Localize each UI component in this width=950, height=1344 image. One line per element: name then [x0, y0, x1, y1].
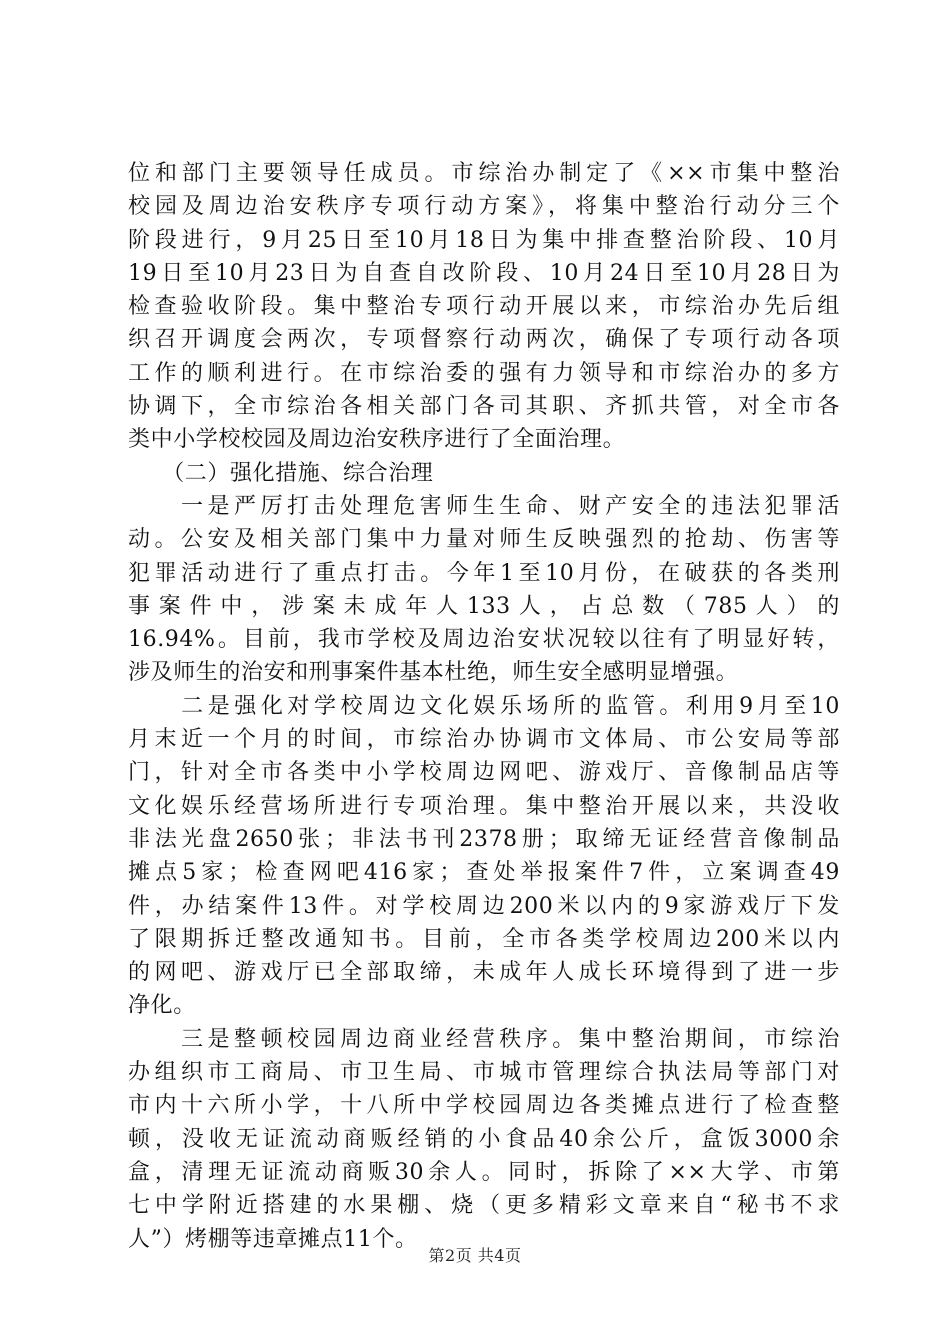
text-line: 协调下，全市综治各相关部门各司其职、齐抓共管，对全市各 — [128, 394, 840, 420]
text-line: 一是严厉打击处理危害师生生命、财产安全的违法犯罪活 — [128, 493, 840, 519]
text-line: 19日至10月23日为自查自改阶段、10月24日至10月28日为 — [128, 260, 840, 286]
text-line: 非法光盘2650张；非法书刊2378册；取缔无证经营音像制品 — [128, 826, 840, 852]
text-line: 犯罪活动进行了重点打击。今年1至10月份，在破获的各类刑 — [128, 560, 840, 586]
paragraph-crackdown — [128, 490, 840, 690]
text-line: 人”）烤棚等违章摊点11个。 — [128, 1226, 418, 1252]
text-line: 了限期拆迁整改通知书。目前，全市各类学校周边200米以内 — [128, 926, 840, 952]
text-line: 工作的顺利进行。在市综治委的强有力领导和市综治办的多方 — [128, 360, 840, 386]
text-line: 七中学附近搭建的水果棚、烧（更多精彩文章来自“秘书不求 — [128, 1193, 840, 1219]
text-line: 三是整顿校园周边商业经营秩序。集中整治期间，市综治 — [128, 1026, 840, 1052]
text-line: 阶段进行，9月25日至10月18日为集中排查整治阶段、10月 — [128, 227, 840, 253]
text-line: 校园及周边治安秩序专项行动方案》，将集中整治行动分三个 — [128, 194, 840, 220]
text-line: 办组织市工商局、市卫生局、市城市管理综合执法局等部门对 — [128, 1060, 840, 1086]
text-line: 文化娱乐经营场所进行专项治理。集中整治开展以来，共没收 — [128, 793, 840, 819]
text-line: 事案件中，涉案未成年人133人，占总数（785人）的 — [128, 593, 840, 619]
text-line: 涉及师生的治安和刑事案件基本杜绝，师生安全感明显增强。 — [128, 660, 739, 686]
text-line: 织召开调度会两次，专项督察行动两次，确保了专项行动各项 — [128, 327, 840, 353]
section-heading — [128, 457, 840, 490]
text-line: 市内十六所小学，十八所中学校园周边各类摊点进行了检查整 — [128, 1093, 840, 1119]
text-line: 门，针对全市各类中小学校周边网吧、游戏厅、音像制品店等 — [128, 760, 840, 786]
heading-text: （二）强化措施、综合治理 — [128, 460, 434, 486]
text-line: 净化。 — [128, 993, 196, 1019]
text-line: 摊点5家；检查网吧416家；查处举报案件7件，立案调查49 — [128, 860, 840, 886]
text-line: 月末近一个月的时间，市综治办协调市文体局、市公安局等部 — [128, 727, 840, 753]
text-line: 16.94%。目前，我市学校及周边治安状况较以往有了明显好转， — [128, 627, 840, 653]
text-line: 动。公安及相关部门集中力量对师生反映强烈的抢劫、伤害等 — [128, 527, 840, 553]
text-line: 顿，没收无证流动商贩经销的小食品40余公斤，盒饭3000余 — [128, 1126, 840, 1152]
text-line: 盒，清理无证流动商贩30余人。同时，拆除了××大学、市第 — [128, 1159, 840, 1185]
text-line: 位和部门主要领导任成员。市综治办制定了《××市集中整治 — [128, 161, 840, 186]
text-line: 的网吧、游戏厅已全部取缔，未成年人成长环境得到了进一步 — [128, 960, 840, 986]
text-line: 二是强化对学校周边文化娱乐场所的监管。利用9月至10 — [128, 693, 840, 719]
text-line: 检查验收阶段。集中整治专项行动开展以来，市综治办先后组 — [128, 294, 840, 320]
text-line: 件，办结案件13件。对学校周边200米以内的9家游戏厅下发 — [128, 893, 840, 919]
paragraph-commercial-order — [128, 1023, 840, 1256]
document-body — [128, 157, 840, 1256]
paragraph-entertainment-venues — [128, 690, 840, 1023]
paragraph-continuation — [128, 157, 840, 457]
text-line: 类中小学校校园及周边治安秩序进行了全面治理。 — [128, 427, 626, 453]
page-number-footer: 第2页 共4页 — [428, 1246, 522, 1265]
